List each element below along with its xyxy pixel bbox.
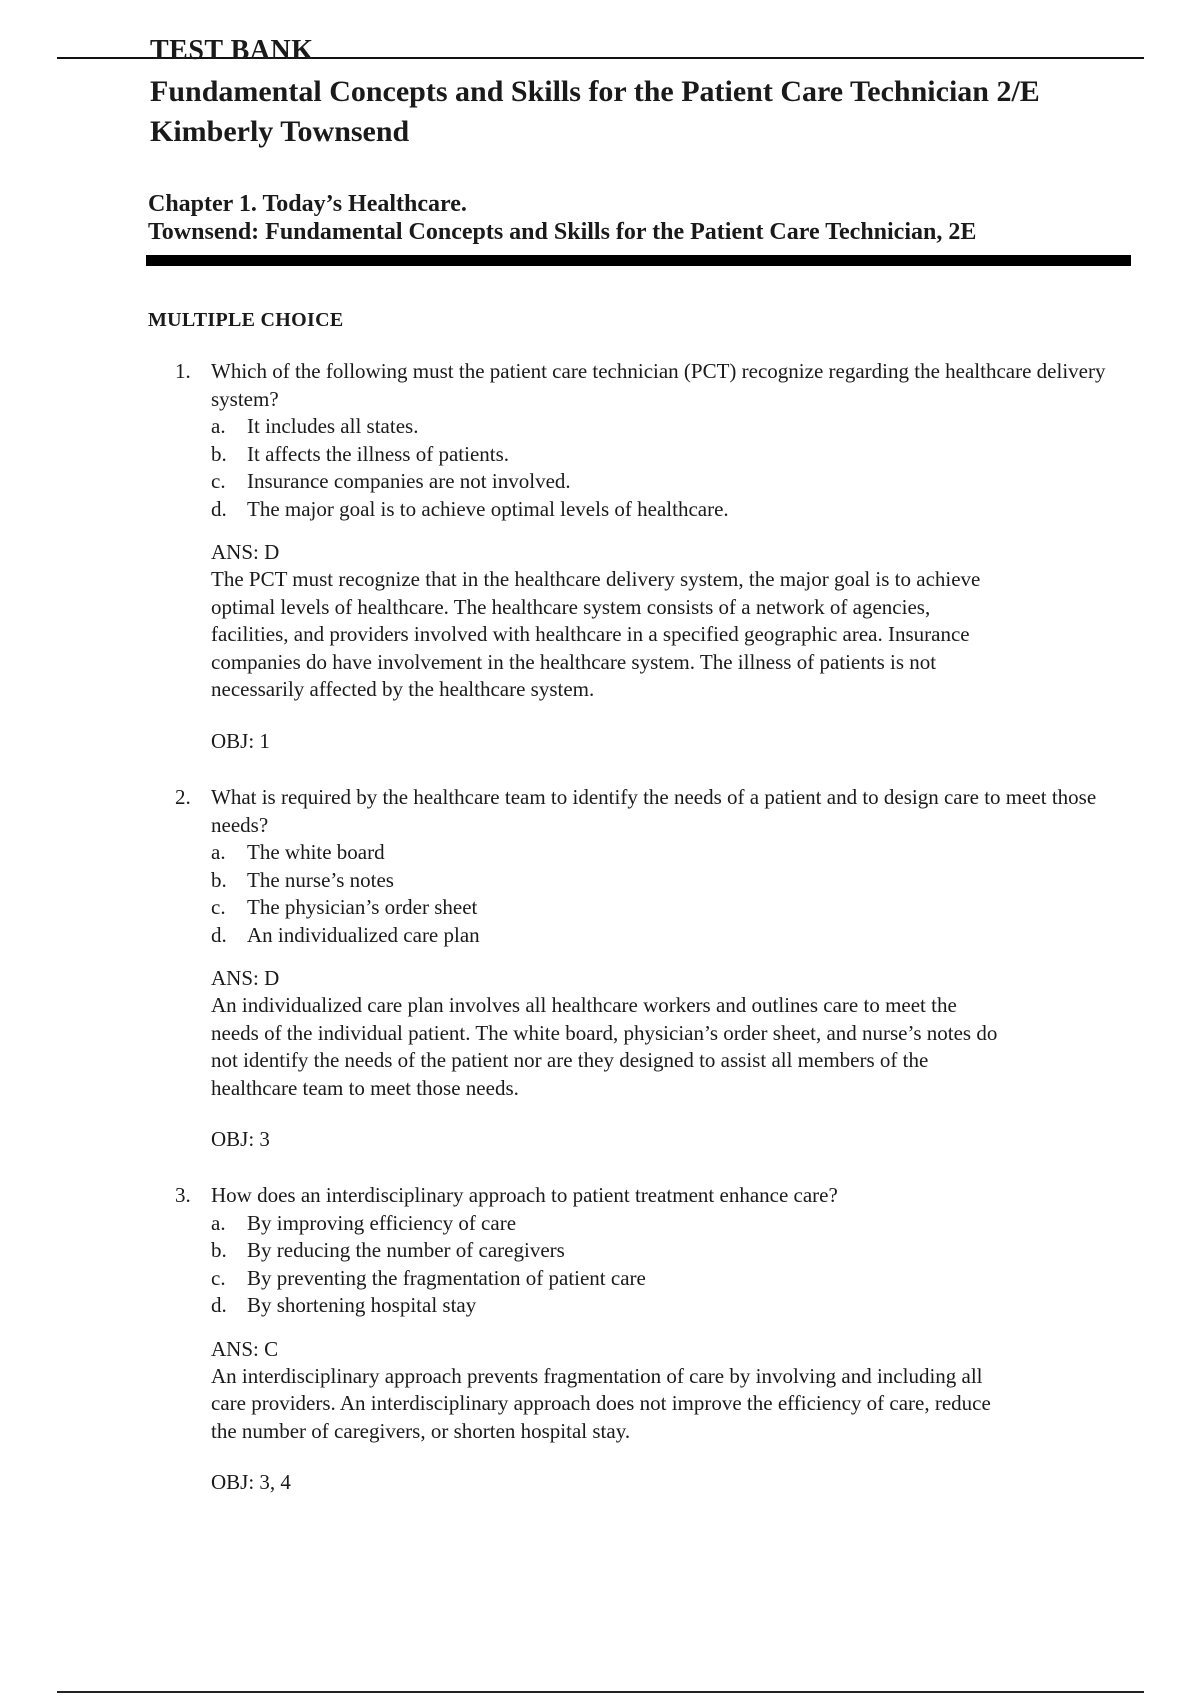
choice-letter: d.	[211, 496, 227, 521]
choice-c	[175, 468, 1135, 496]
question-number: 3.	[175, 1183, 191, 1207]
question-stem: Which of the following must the patient care technician (PCT) recognize regarding the healthcare delivery system?	[211, 359, 1106, 411]
choice-a	[175, 839, 1135, 867]
choice-letter: b.	[211, 441, 227, 466]
choice-c	[175, 894, 1135, 922]
choice-d	[175, 496, 1135, 524]
choice-letter: d.	[211, 922, 227, 947]
choice-c	[175, 1265, 1135, 1293]
answer-rationale: The PCT must recognize that in the healthcare delivery system, the major goal is to achieve optimal levels of healthcare. The healthcare system consists of a network of agencies, facilities, and providers involved with healthcare in a specified geographic area. Insurance companies do have involvement in the healthcare system. The illness of patients is not necessarily affected by the healthcare system.	[211, 567, 981, 701]
choice-text: By shortening hospital stay	[247, 1293, 477, 1317]
objective-ref: OBJ: 1	[211, 728, 270, 753]
question-stem: What is required by the healthcare team to identify the needs of a patient and to design care to meet those needs?	[211, 785, 1097, 837]
answer-section	[175, 1336, 1135, 1497]
choice-text: By preventing the fragmentation of patient care	[247, 1265, 646, 1290]
choice-letter: a.	[211, 840, 226, 864]
answer-key: ANS: D	[211, 966, 280, 990]
choice-text: The physician’s order sheet	[247, 895, 478, 919]
choice-a	[175, 1210, 1135, 1238]
section-heading: MULTIPLE CHOICE	[148, 309, 344, 331]
choice-letter: c.	[211, 469, 226, 493]
bottom-rule	[57, 1691, 1144, 1693]
choice-text: An individualized care plan	[247, 922, 480, 947]
choice-text: It affects the illness of patients.	[247, 441, 510, 466]
choice-d	[175, 1292, 1135, 1320]
choice-b	[175, 1237, 1135, 1265]
answer-rationale: An individualized care plan involves all healthcare workers and outlines care to meet the needs of the individual patient. The white board, physician’s order sheet, and nurse’s notes do not identify the needs of the patient nor are they designed to assist all members of the healthcare team to meet those needs.	[211, 993, 998, 1100]
choice-a	[175, 413, 1135, 441]
choice-letter: c.	[211, 895, 226, 919]
question-number: 1.	[175, 359, 191, 383]
answer-section	[175, 965, 1135, 1153]
answer-rationale: An interdisciplinary approach prevents fragmentation of care by involving and including all care providers. An interdisciplinary approach does not improve the efficiency of care, reduce the number of caregivers, or shorten hospital stay.	[211, 1363, 991, 1443]
choice-text: The nurse’s notes	[247, 867, 394, 892]
test-bank-label: TEST BANK	[150, 35, 314, 66]
answer-section	[175, 539, 1135, 755]
question-stem: How does an interdisciplinary approach to patient treatment enhance care?	[211, 1183, 838, 1207]
chapter-subtitle: Townsend: Fundamental Concepts and Skills for the Patient Care Technician, 2E	[148, 219, 977, 245]
question-stem-line	[175, 1182, 1135, 1210]
choice-text: By reducing the number of caregivers	[247, 1238, 565, 1262]
answer-key: ANS: C	[211, 1336, 279, 1361]
choice-d	[175, 922, 1135, 950]
question-stem-line	[175, 784, 1135, 839]
chapter-title: Chapter 1. Today’s Healthcare.	[148, 191, 467, 217]
question-2	[175, 784, 1135, 1153]
answer-key: ANS: D	[211, 540, 280, 564]
question-stem-line	[175, 358, 1135, 413]
choice-text: The white board	[247, 840, 385, 864]
choice-text: The major goal is to achieve optimal levels of healthcare.	[247, 496, 729, 521]
choice-b	[175, 867, 1135, 895]
question-1	[175, 358, 1135, 755]
choice-letter: b.	[211, 867, 227, 892]
choice-b	[175, 441, 1135, 469]
book-title: Fundamental Concepts and Skills for the Patient Care Technician 2/E	[150, 75, 1040, 108]
choice-letter: b.	[211, 1238, 227, 1262]
choice-text: By improving efficiency of care	[247, 1210, 517, 1235]
choice-letter: a.	[211, 1210, 226, 1235]
question-number: 2.	[175, 785, 191, 809]
choice-text: It includes all states.	[247, 414, 419, 438]
author-name: Kimberly Townsend	[150, 115, 410, 148]
choice-letter: c.	[211, 1265, 226, 1290]
question-3	[175, 1182, 1135, 1496]
choice-letter: a.	[211, 414, 226, 438]
choice-letter: d.	[211, 1293, 227, 1317]
choice-text: Insurance companies are not involved.	[247, 469, 571, 493]
objective-ref: OBJ: 3, 4	[211, 1470, 291, 1494]
section-divider	[146, 255, 1131, 266]
objective-ref: OBJ: 3	[211, 1127, 270, 1151]
